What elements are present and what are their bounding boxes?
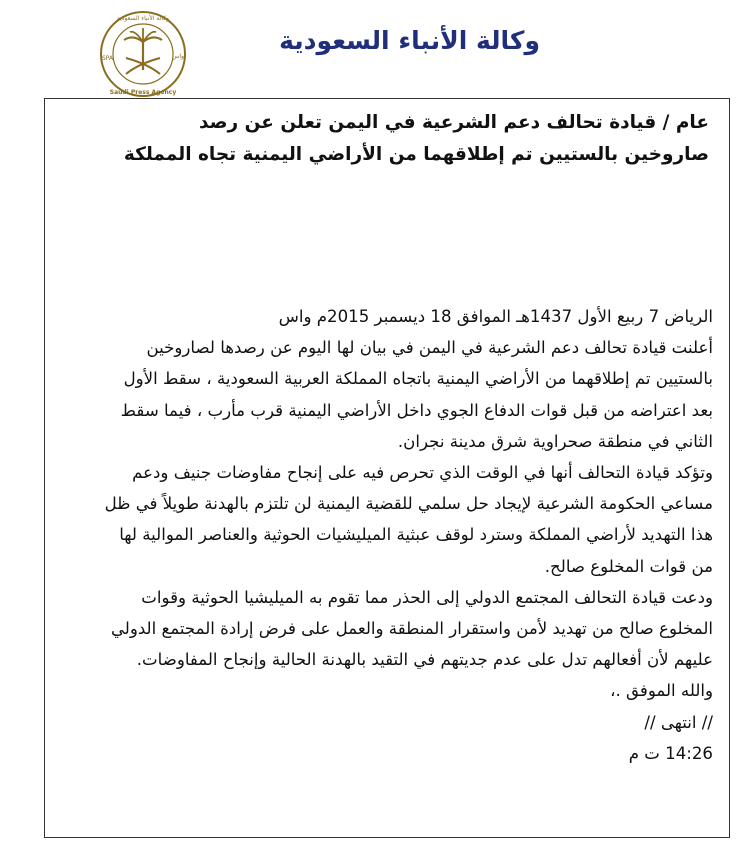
article-paragraph: وتؤكد قيادة التحالف أنها في الوقت الذي تحرص فيه على إنجاح مفاوضات جنيف ودعم مساعي الحكومة الشرعية لإيجاد حل سلمي للقضية اليمنية لن تلتزم بالهدنة طويلاً في ظل هذا التهديد لأراضي المملكة وسترد لوقف عبثية الميليشيات الحوثية والعناصر الموالية لها من قوات المخلوع صالح. xyxy=(104,463,713,576)
article-timestamp: 14:26 ت م xyxy=(628,743,713,763)
seal-ring-arabic: وكالة الأنباء السعودية xyxy=(116,15,170,22)
seal-ring-english: Saudi Press Agency xyxy=(109,89,177,96)
article-paragraph: أعلنت قيادة تحالف دعم الشرعية في اليمن في بيان لها اليوم عن رصدها لصاروخين بالستيين تم إطلاقهما من الأراضي اليمنية باتجاه المملكة العربية السعودية ، سقط الأول بعد اعتراضه من قبل قوات الدفاع الجوي داخل الأراضي اليمنية قرب مأرب ، فيما سقط الثاني في منطقة صحراوية شرق مدينة نجران. xyxy=(120,338,713,451)
spa-seal-palm-swords-icon xyxy=(88,8,198,100)
seal-left-mark: SPA xyxy=(102,55,114,62)
article-headline: عام / قيادة تحالف دعم الشرعية في اليمن تعلن عن رصد صاروخين بالستيين تم إطلاقهما من الأراضي اليمنية تجاه المملكة xyxy=(123,112,709,165)
article-body xyxy=(103,301,713,769)
article-dateline: الرياض 7 ربيع الأول 1437هـ الموافق 18 ديسمبر 2015م واس xyxy=(278,307,713,326)
article-frame xyxy=(44,98,730,838)
agency-name: وكالة الأنباء السعودية xyxy=(279,26,540,55)
seal-right-mark: واس xyxy=(172,53,184,60)
article-end-mark: // انتهى // xyxy=(644,712,713,732)
spa-seal-logo xyxy=(88,8,198,100)
article-paragraph: ودعت قيادة التحالف المجتمع الدولي إلى الحذر مما تقوم به الميليشيا الحوثية وقوات المخلوع صالح من تهديد لأمن واستقرار المنطقة والعمل على فرض إرادة المجتمع الدولي عليهم لأن أفعالهم تدل على عدم جديتهم في التقيد بالهدنة الحالية وإنجاح المفاوضات. والله الموفق .، xyxy=(110,587,713,701)
page-header xyxy=(0,0,750,96)
